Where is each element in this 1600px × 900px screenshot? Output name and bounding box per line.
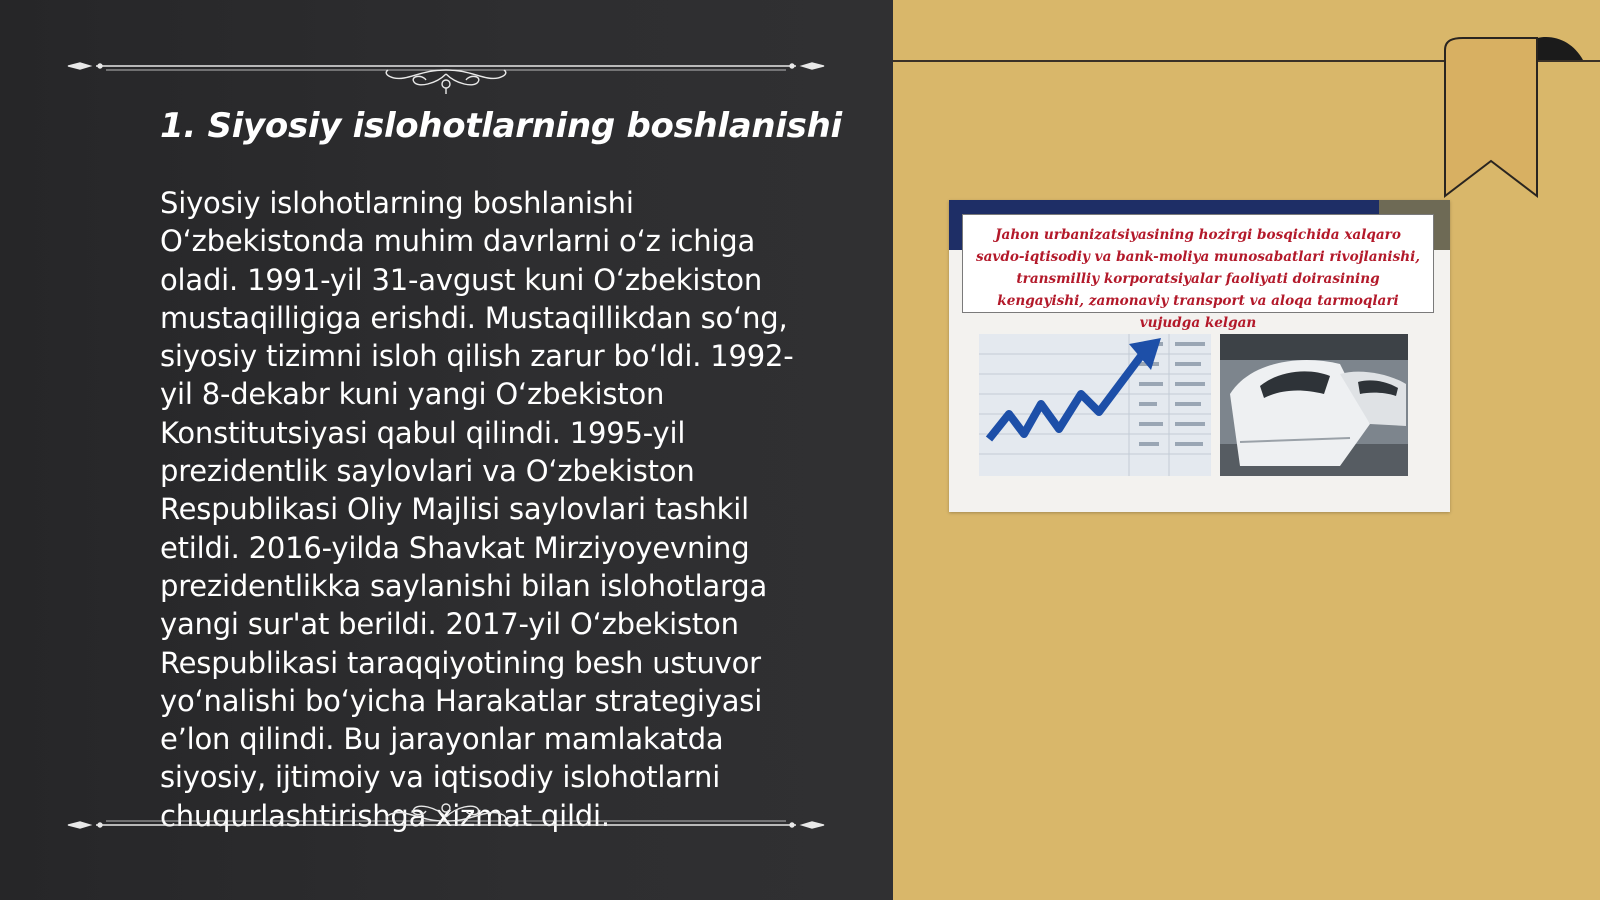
card-caption: Jahon urbanizatsiyasining hozirgi bosqichida xalqaro savdo-iqtisodiy va bank-moliya munosabatlari rivojlanishi, transmilliy korporatsiyalar faoliyati doirasining kengayishi, zamonaviy transport va aloqa tarmoqlari vujudga kelgan <box>962 214 1434 313</box>
high-speed-train-icon <box>1220 334 1408 476</box>
bottom-ornament-divider <box>66 800 826 850</box>
bookmark-ribbon-icon <box>1435 36 1585 198</box>
top-ornament-divider <box>66 44 826 94</box>
growth-chart-icon <box>979 334 1211 476</box>
slide-body-text: Siyosiy islohotlarning boshlanishi O‘zbekistonda muhim davrlarni o‘z ichiga oladi. 1991-yil 31-avgust kuni O‘zbekiston mustaqilligiga erishdi. Mustaqillikdan so‘ng, siyosiy tizimni isloh qilish zarur bo‘ldi. 1992-yil 8-dekabr kuni yangi O‘zbekiston Konstitutsiyasi qabul qilindi. 1995-yil prezidentlik saylovlari va O‘zbekiston Respublikasi Oliy Majlisi saylovlari tashkil etildi. 2016-yilda Shavkat Mirziyoyevning prezidentlikka saylanishi bilan islohotlarga yangi sur'at berildi. 2017-yil O‘zbekiston Respublikasi taraqqiyotining besh ustuvor yo‘nalishi bo‘yicha Harakatlar strategiyasi e’lon qilindi. Bu jarayonlar mamlakatda siyosiy, ijtimoiy va iqtisodiy islohotlarni chuqurlashtirishga xizmat qildi. <box>160 186 794 833</box>
slide-title: 1. Siyosiy islohotlarning boshlanishi <box>160 106 842 146</box>
info-image-card <box>949 200 1450 512</box>
